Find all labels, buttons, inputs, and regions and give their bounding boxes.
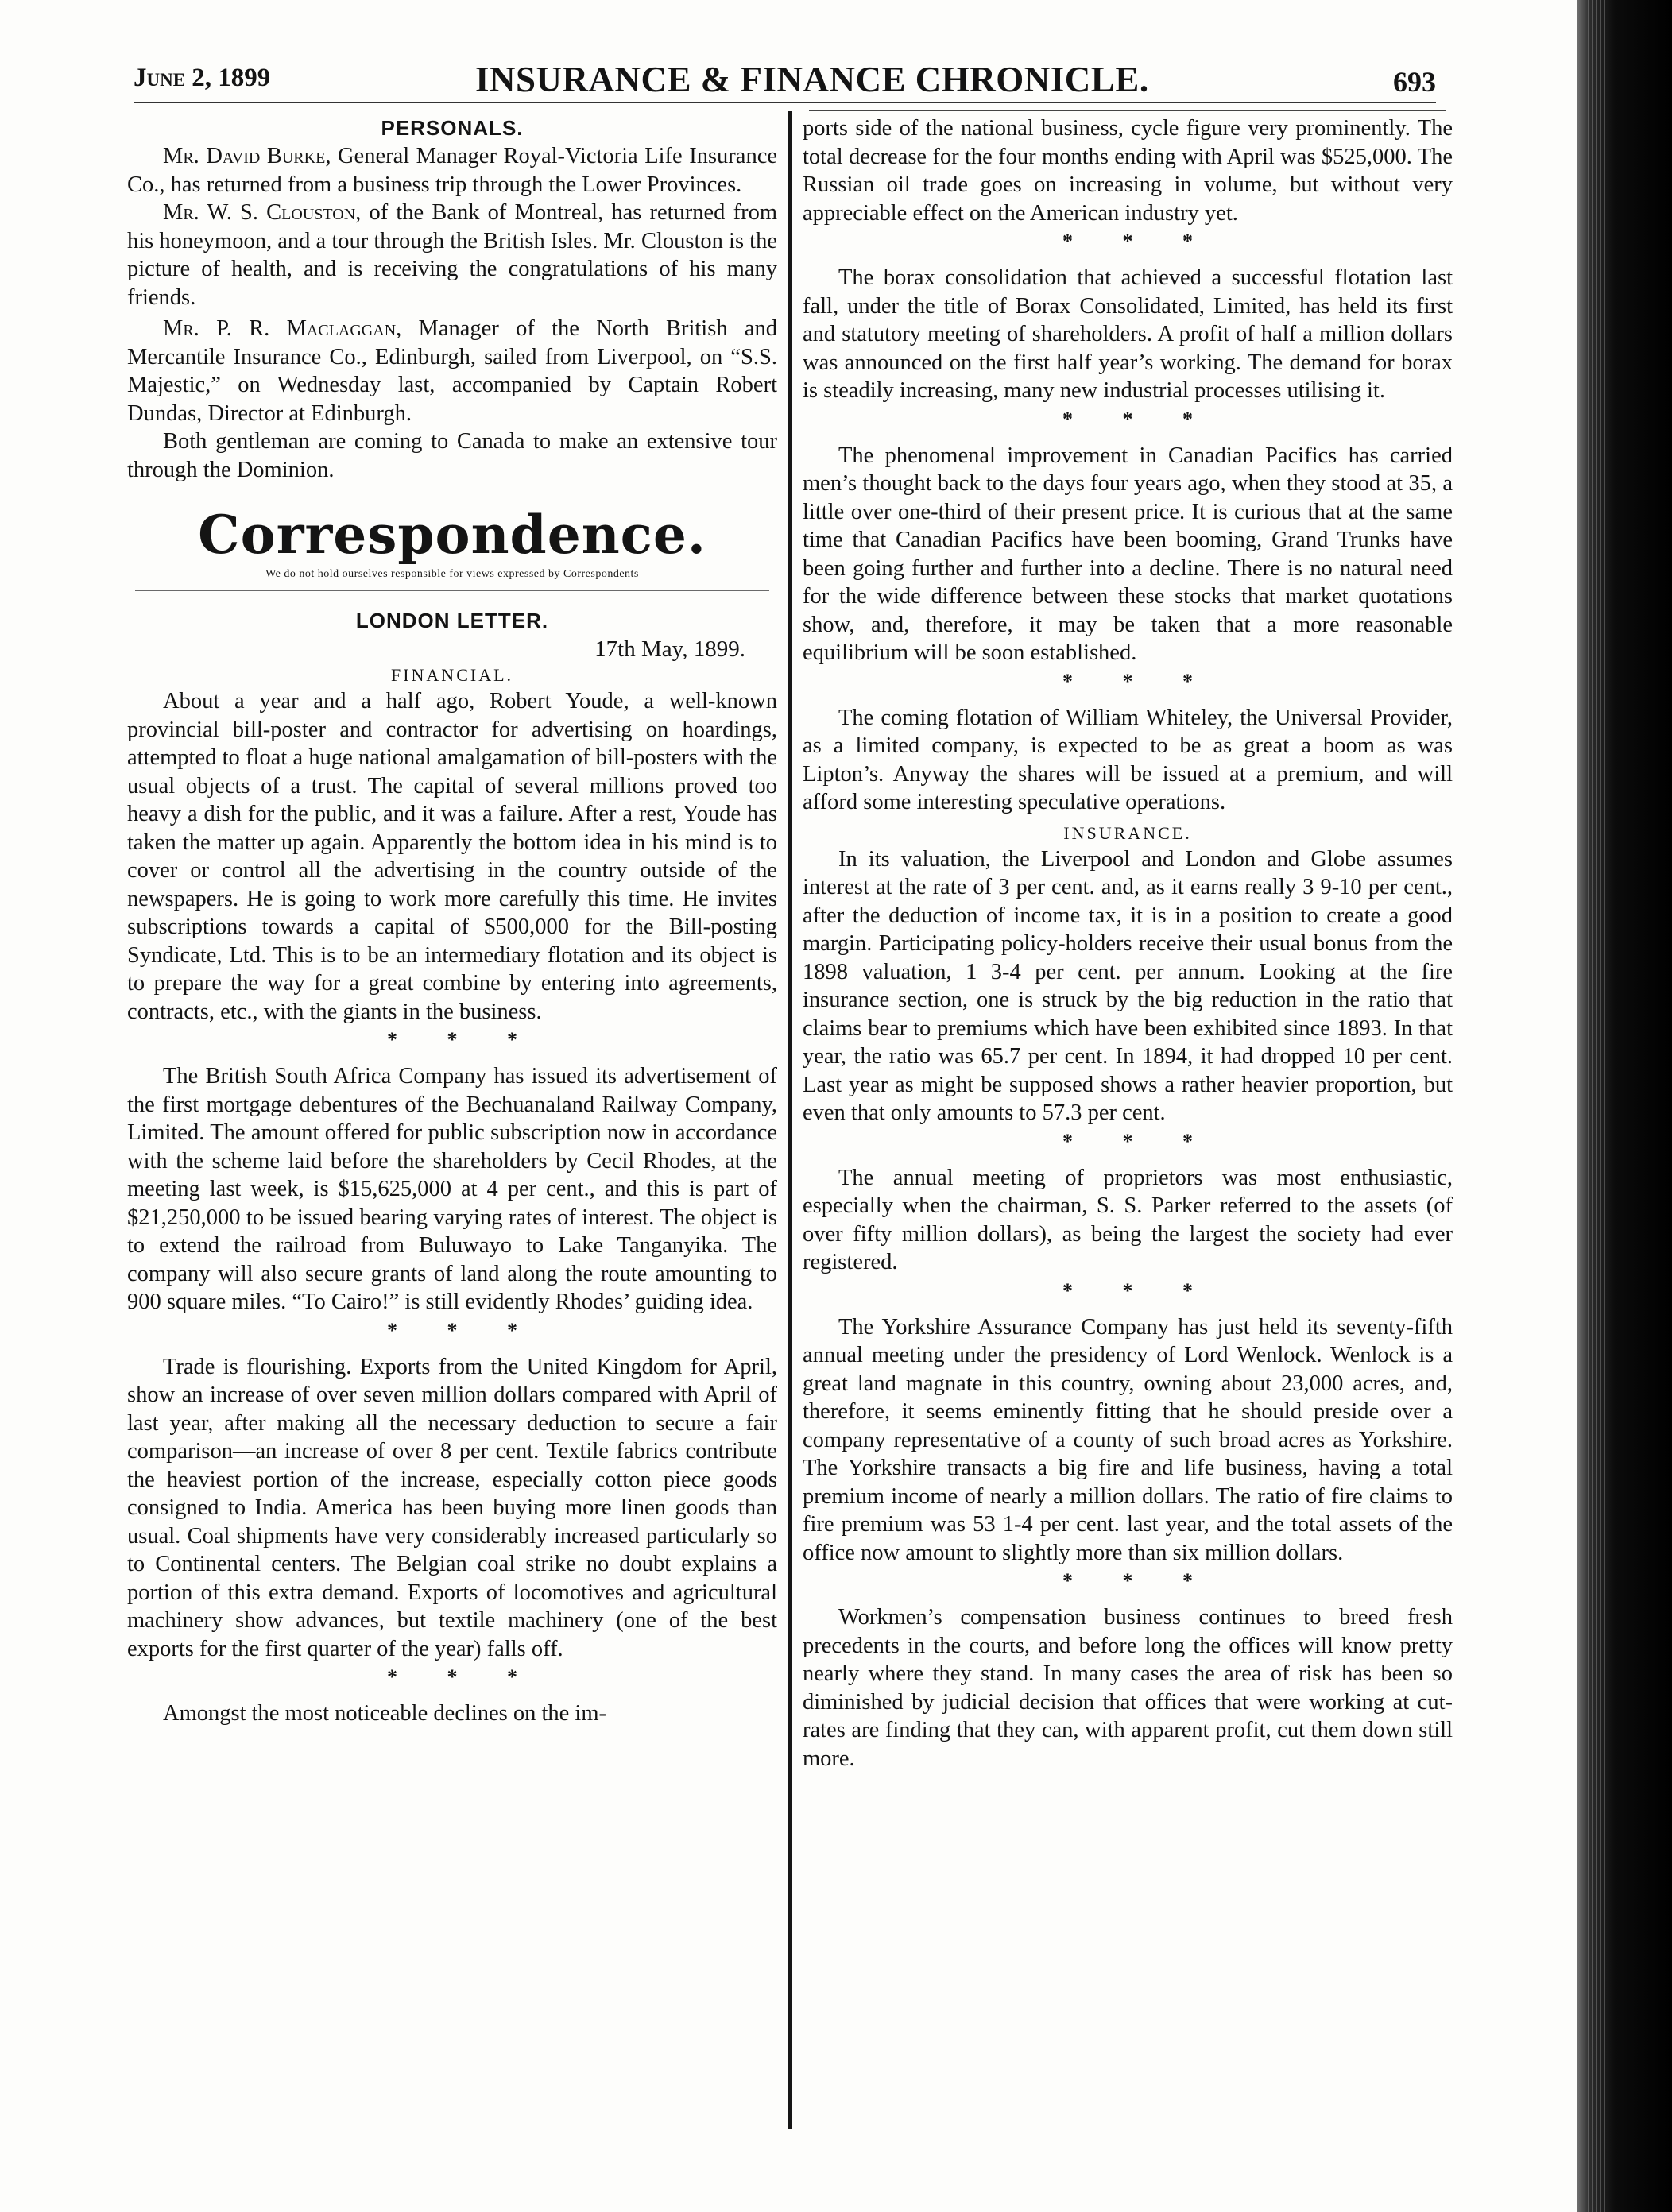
personal-name: Mr. David Burke — [163, 144, 326, 168]
london-letter-heading: LONDON LETTER. — [355, 609, 549, 632]
paragraph-separator: * * * — [1062, 1569, 1215, 1592]
section-rule — [135, 590, 769, 594]
article-paragraph: The borax consolidation that achieved a successful flotation last fall, under the title of Borax Consolidated, Limited, has held its first and statutory meeting of shareholders. A profit of half a million dollars was announced on the first half year’s working. The demand for borax is steadily increasing, many new industrial processes utilising it. — [803, 265, 1453, 403]
issue-date: June 2, 1899 — [134, 64, 271, 92]
personal-item — [127, 199, 777, 311]
article-paragraph: Workmen’s compensation business continues to breed fresh precedents in the courts, and before long the offices will know pretty nearly where they stand. In many cases the area of risk has been so diminished by judicial decision that offices that were working at cut-rates are finding that they can, with apparent profit, cut them down still more. — [803, 1605, 1453, 1771]
page-header — [134, 49, 1436, 97]
article-paragraph: The annual meeting of proprietors was most enthusiastic, especially when the chairman, S. S. Parker referred to the assets (of over fifty million dollars), as being the largest the society had ever registered. — [803, 1165, 1453, 1274]
page-stack-lines — [1588, 0, 1607, 2212]
article-paragraph: Trade is flourishing. Exports from the United Kingdom for April, show an increase of over seven million dollars compared with April of last year, after making all the necessary deduction to secure a fair comparison—an increase of over 8 per cent. Textile fabrics contribute the heaviest portion of the increase, especially cotton piece goods consigned to India. America has been buying more linen goods than usual. Coal shipments have very considerably increased particularly so to Continental centers. The Belgian coal strike no doubt explains a portion of this extra demand. Exports of locomotives and agricultural machinery show advances, but textile machinery (one of the best exports for the first quarter of the year) falls off. — [127, 1354, 777, 1661]
personals-heading: PERSONALS. — [381, 116, 524, 140]
personals-closing: Both gentleman are coming to Canada to make an extensive tour through the Dominion. — [127, 429, 777, 482]
personal-name: Mr. W. S. Clouston — [163, 200, 356, 225]
paragraph-separator: * * * — [1062, 1129, 1215, 1153]
left-column — [127, 110, 777, 1728]
article-paragraph: In its valuation, the Liverpool and London and Globe assumes interest at the rate of 3 per cent. and, as it earns really 3 9-10 per cent., after the deduction of income tax, it is in a position to create a good margin. Participating policy-holders receive their usual bonus from the 1898 valuation, 1 3-4 per cent. per annum. Looking at the fire insurance section, one is struck by the big reduction in the ratio that claims bear to premiums which have been exhibited since 1893. In that year, the ratio was 65.7 per cent. In 1894, it had dropped 10 per cent. Last year as might be supposed shows a rather heavier proportion, but even that only amounts to 57.3 per cent. — [803, 846, 1453, 1125]
column-divider — [788, 111, 792, 2129]
personal-name: Mr. P. R. Maclaggan — [163, 316, 397, 341]
personal-text: , of the Bank of Montreal, has returned from his honeymoon, and a tour through the British Isles. Mr. Clouston is the picture of health, and is receiving the congratulations of his many friends. — [127, 200, 778, 310]
personal-item — [127, 142, 777, 199]
correspondence-title: Correspondence. — [198, 504, 706, 566]
paragraph-separator: * * * — [1062, 1278, 1215, 1302]
paragraph-separator: * * * — [387, 1318, 540, 1342]
insurance-heading: INSURANCE. — [1063, 822, 1192, 843]
paragraph-separator: * * * — [387, 1028, 540, 1051]
article-paragraph: The coming flotation of William Whiteley, the Universal Provider, as a limited company, is expected to be as great a boom as was Lipton’s. Anyway the shares will be issued at a premium, and will afford some interesting speculative operations. — [803, 705, 1453, 814]
paragraph-separator: * * * — [1062, 669, 1215, 693]
personal-text: , General Manager Royal-Victoria Life Insurance Co., has returned from a business trip through the Lower Provinces. — [127, 144, 777, 197]
page-number: 693 — [1393, 66, 1436, 98]
financial-heading: FINANCIAL. — [390, 665, 514, 685]
article-paragraph: The British South Africa Company has issued its advertisement of the first mortgage debentures of the Bechuanaland Railway Company, Limited. The amount offered for public subscription now in accordance with the scheme laid before the shareholders by Cecil Rhodes, at the meeting last week, is $15,625,000 at 4 per cent., and this is part of $21,250,000 to be issued bearing varying rates of interest. The object is to extend the railroad from Buluwayo to Lake Tanganyika. The company will also secure grants of land along the route amounting to 900 square miles. “To Cairo!” is still evidently Rhodes’ guiding idea. — [127, 1064, 777, 1314]
letter-date: 17th May, 1899. — [594, 636, 745, 662]
right-column — [803, 110, 1453, 1773]
paragraph-separator: * * * — [387, 1665, 540, 1688]
paragraph-separator: * * * — [1062, 230, 1215, 253]
personal-text: , Manager of the North British and Mercantile Insurance Co., Edinburgh, sailed from Liverpool, on “S.S. Majestic,” on Wednesday last, accompanied by Captain Robert Dundas, Director at Edinburgh. — [127, 316, 777, 426]
article-paragraph: About a year and a half ago, Robert Youde, a well-known provincial bill-poster and contractor for advertising on hoardings, attempted to float a huge national amalgamation of bill-posters with the usual objects of a trust. The capital of several millions proved too heavy a dish for the public, and it was a failure. After a rest, Youde has taken the matter up again. Apparently the bottom idea in his mind is to cover or control all the advertising in the country outside of the newspapers. He is going to work more carefully this time. He invites subscriptions towards a capital of $500,000 for the Bill-posting Syndicate, Ltd. This is to be an intermediary flotation and its object is to prepare the way for a great combine by entering into agreements, contracts, etc., with the giants in the business. — [127, 689, 777, 1024]
personal-item — [127, 315, 777, 427]
correspondence-disclaimer: We do not hold ourselves responsible for views expressed by Correspondents — [265, 568, 639, 580]
article-paragraph: The phenomenal improvement in Canadian Pacifics has carried men’s thought back to the days four years ago, when they stood at 35, a little over one-third of their present price. It is curious that at the same time that Canadian Pacifics have been booming, Grand Trunks have been going further and further into a decline. There is no natural need for the wide difference between these stocks that market quotations show, and, therefore, it may be taken that a more reasonable equilibrium will be soon established. — [803, 443, 1453, 665]
article-paragraph: ports side of the national business, cycle figure very prominently. The total decrease for the four months ending with April was $525,000. The Russian oil trade goes on increasing in volume, but without very appreciable effect on the American industry yet. — [803, 116, 1453, 226]
column-top-rule — [809, 110, 1446, 111]
article-paragraph: Amongst the most noticeable declines on the im- — [163, 1701, 607, 1726]
paragraph-separator: * * * — [1062, 407, 1215, 431]
header-rule — [134, 102, 1436, 103]
publication-title: INSURANCE & FINANCE CHRONICLE. — [475, 60, 1149, 99]
article-paragraph: The Yorkshire Assurance Company has just held its seventy-fifth annual meeting under the presidency of Lord Wenlock. Wenlock is a great land magnate in this country, owning about 23,000 acres, and, therefore, it seems eminently fitting that he should preside over a company representative of a county of such broad acres as Yorkshire. The Yorkshire transacts a big fire and life business, having a total premium income of nearly a million dollars. The ratio of fire claims to fire premium was 53 1-4 per cent. last year, and the total assets of the office now amount to slightly more than six million dollars. — [803, 1314, 1453, 1565]
